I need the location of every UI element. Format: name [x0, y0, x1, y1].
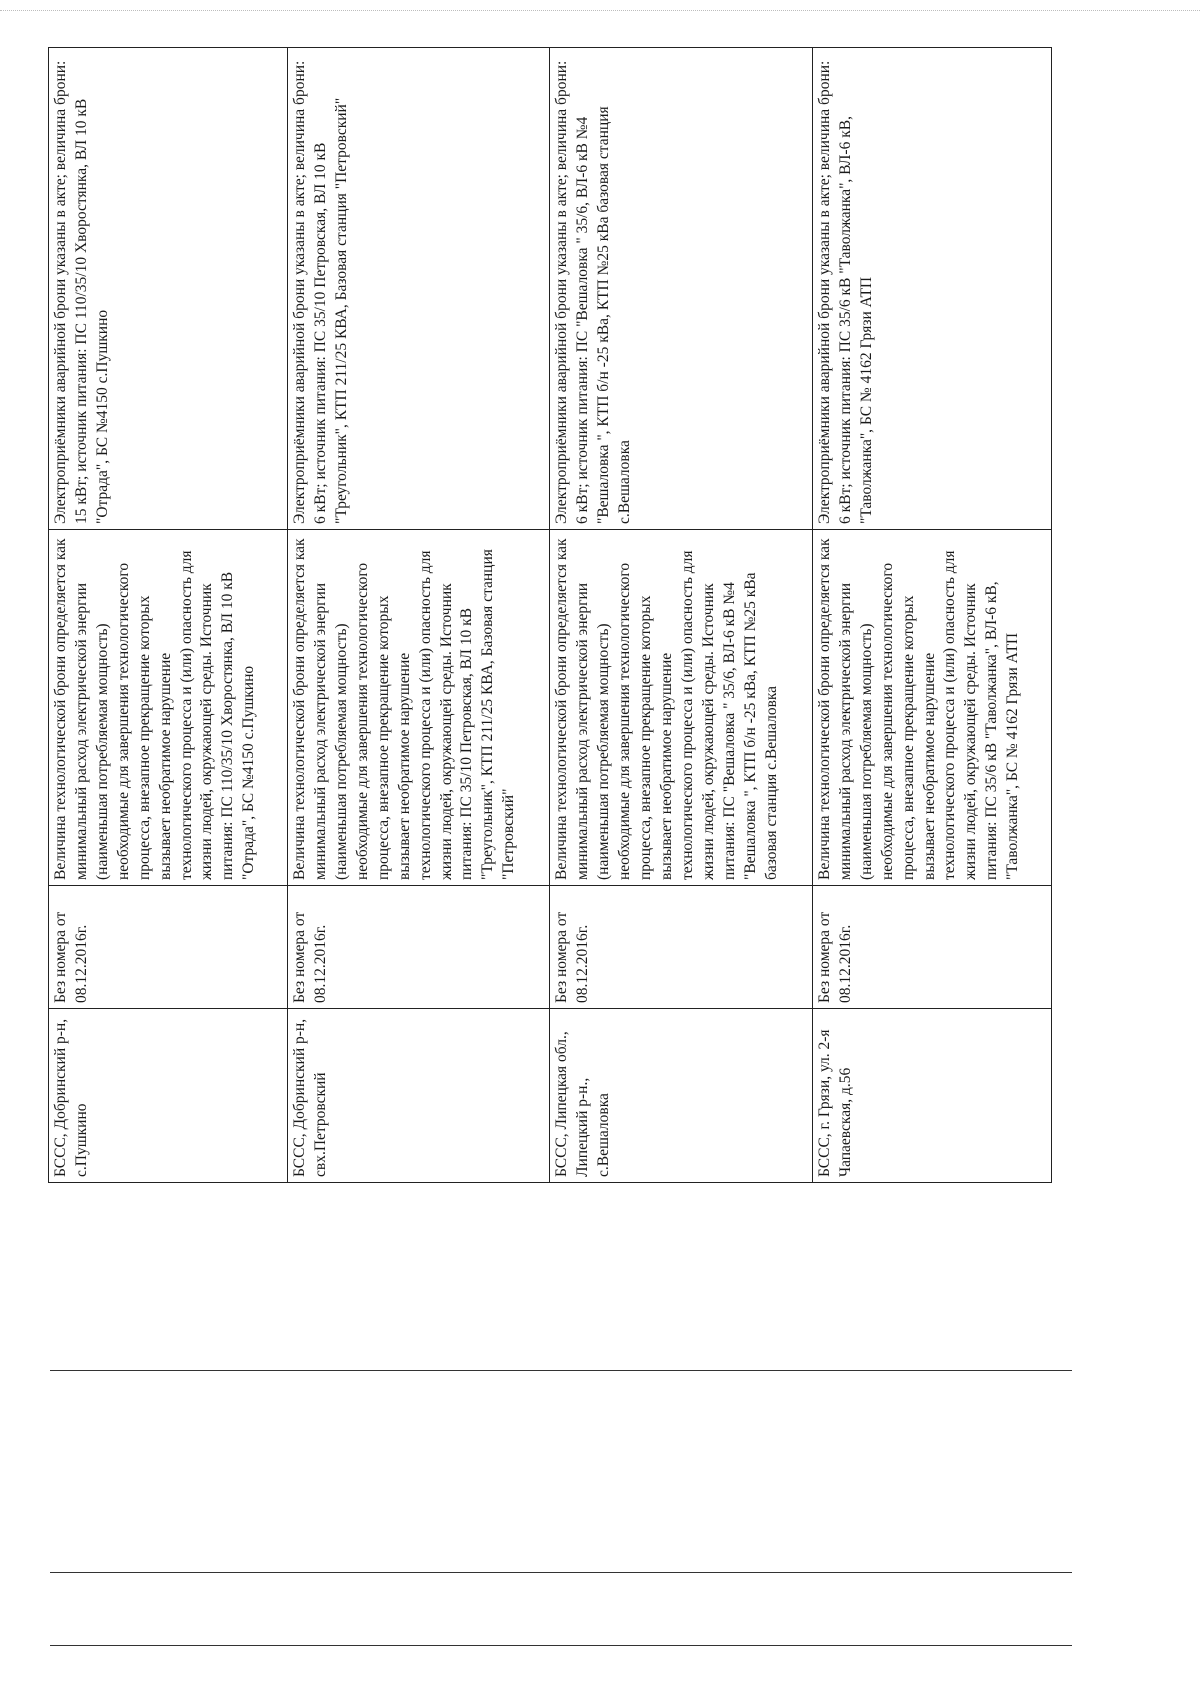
emergency-reserve-cell: Электроприёмники аварийной брони указаны в акте; величина брони: 15 кВт; источник питания: ПС 110/35/10 Хворостянка, ВЛ 10 кВ "Отрада", БС №4150 с.Пушкино [49, 48, 288, 530]
object-cell: БССС, г. Грязи, ул. 2-я Чапаевская, д.56 [812, 1009, 1051, 1183]
object-cell: БССС, Добринский р-н, свх.Петровский [288, 1009, 550, 1183]
table-row [49, 48, 288, 1183]
emergency-reserve-cell: Электроприёмники аварийной брони указаны в акте; величина брони: 6 кВт; источник питания: ПС 35/10 Петровская, ВЛ 10 кВ "Треугольник", КТП 211/25 КВА, Базовая станция "Петровский" [288, 48, 550, 530]
table-row [288, 48, 550, 1183]
object-cell: БССС, Добринский р-н, с.Пушкино [49, 1009, 288, 1183]
document-cell: Без номера от 08.12.2016г. [288, 886, 550, 1009]
object-cell: БССС, Липецкая обл., Липецкий р-н., с.Вешаловка [550, 1009, 812, 1183]
horizontal-rule [50, 1370, 1072, 1371]
rotated-table-container [48, 48, 1052, 1183]
power-reserve-table [48, 47, 1052, 1183]
table-row [550, 48, 812, 1183]
technological-reserve-cell: Величина технологической брони определяется как минимальный расход электрической энергии (наименьшая потребляемая мощность) необходимые для завершения технологического процесса, внезапное прекращение которых вызывает необратимое нарушение технологического процесса и (или) опасность для жизни людей, окружающей среды. Источник питания: ПС "Вешаловка " 35/6, ВЛ-6 кВ №4 "Вешаловка ", КТП б/н -25 кВа, КТП №25 кВа базовая станция с.Вешаловка [550, 530, 812, 886]
technological-reserve-cell: Величина технологической брони определяется как минимальный расход электрической энергии (наименьшая потребляемая мощность) необходимые для завершения технологического процесса, внезапное прекращение которых вызывает необратимое нарушение технологического процесса и (или) опасность для жизни людей, окружающей среды. Источник питания: ПС 110/35/10 Хворостянка, ВЛ 10 кВ "Отрада", БС №4150 с.Пушкино [49, 530, 288, 886]
technological-reserve-cell: Величина технологической брони определяется как минимальный расход электрической энергии (наименьшая потребляемая мощность) необходимые для завершения технологического процесса, внезапное прекращение которых вызывает необратимое нарушение технологического процесса и (или) опасность для жизни людей, окружающей среды. Источник питания: ПС 35/6 кВ "Таволжанка", ВЛ-6 кВ, "Таволжанка", БС № 4162 Грязи АТП [812, 530, 1051, 886]
document-cell: Без номера от 08.12.2016г. [550, 886, 812, 1009]
horizontal-rule [50, 1572, 1072, 1573]
horizontal-rule [50, 1645, 1072, 1646]
emergency-reserve-cell: Электроприёмники аварийной брони указаны в акте; величина брони: 6 кВт; источник питания: ПС "Вешаловка " 35/6, ВЛ-6 кВ №4 "Вешаловка ", КТП б/н -25 кВа, КТП №25 кВа базовая станция с.Вешаловка [550, 48, 812, 530]
scan-top-edge [0, 10, 1200, 11]
document-cell: Без номера от 08.12.2016г. [49, 886, 288, 1009]
document-cell: Без номера от 08.12.2016г. [812, 886, 1051, 1009]
technological-reserve-cell: Величина технологической брони определяется как минимальный расход электрической энергии (наименьшая потребляемая мощность) необходимые для завершения технологического процесса, внезапное прекращение которых вызывает необратимое нарушение технологического процесса и (или) опасность для жизни людей, окружающей среды. Источник питания: ПС 35/10 Петровская, ВЛ 10 кВ "Треугольник", КТП 211/25 КВА, Базовая станция "Петровский" [288, 530, 550, 886]
table-row [812, 48, 1051, 1183]
emergency-reserve-cell: Электроприёмники аварийной брони указаны в акте; величина брони: 6 кВт; источник питания: ПС 35/6 кВ "Таволжанка", ВЛ-6 кВ, "Таволжанка", БС № 4162 Грязи АТП [812, 48, 1051, 530]
rotated-page-frame [48, 48, 1052, 1183]
